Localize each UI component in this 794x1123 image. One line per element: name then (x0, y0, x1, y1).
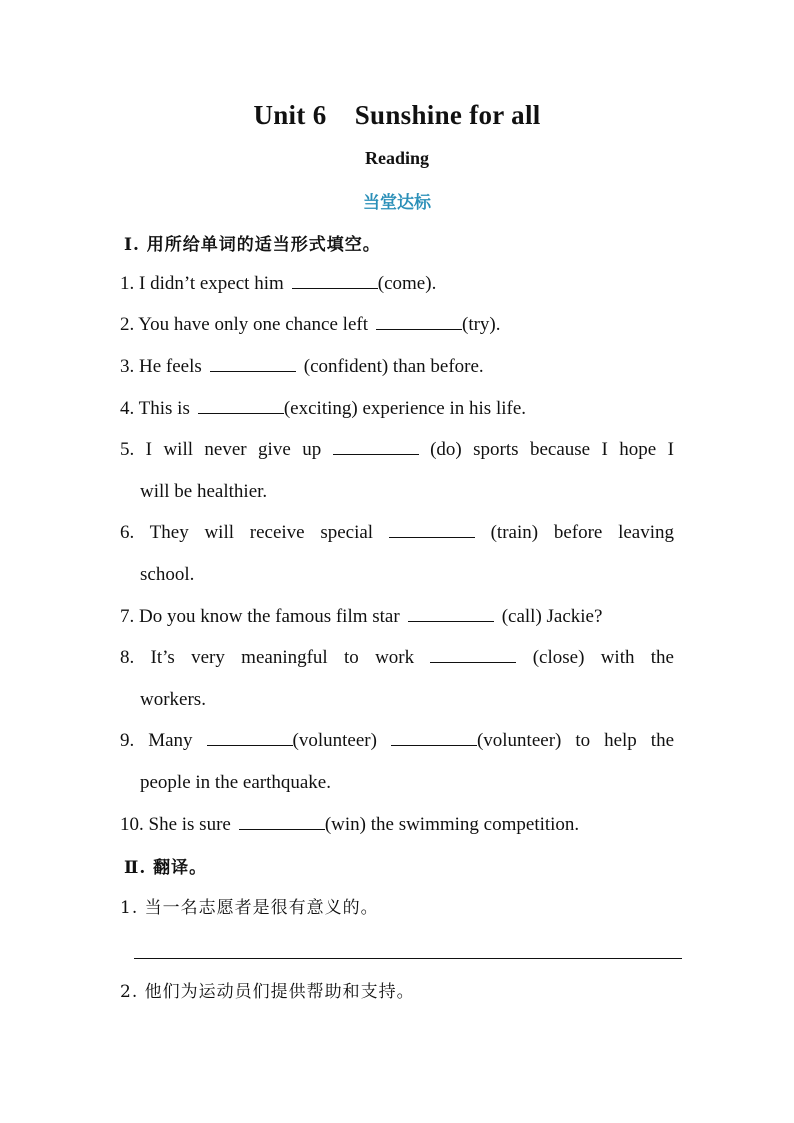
question-2: 2. You have only one chance left (try). (120, 314, 501, 335)
answer-blank[interactable] (391, 729, 477, 746)
answer-blank[interactable] (198, 397, 284, 414)
answer-blank[interactable] (430, 646, 516, 663)
answer-line[interactable] (134, 958, 682, 959)
answer-blank[interactable] (408, 605, 494, 622)
answer-blank[interactable] (292, 272, 378, 289)
answer-blank[interactable] (207, 729, 293, 746)
section-1-heading: Ⅰ. 用所给单词的适当形式填空。 (124, 235, 381, 255)
page-subtitle: Reading (364, 148, 429, 168)
answer-blank[interactable] (210, 355, 296, 372)
question-6: 6. They will receive special (train) before leaving (120, 522, 675, 543)
translation-2: 2. 他们为运动员们提供帮助和支持。 (120, 982, 415, 1002)
page-title: Unit 6 Sunshine for all (253, 100, 541, 130)
answer-blank[interactable] (389, 521, 475, 538)
question-3: 3. He feels (confident) than before. (120, 356, 484, 377)
translation-1: 1. 当一名志愿者是很有意义的。 (120, 898, 379, 918)
question-4: 4. This is (exciting) experience in his life. (120, 398, 527, 419)
answer-blank[interactable] (239, 813, 325, 830)
question-8: 8. It’s very meaningful to work (close) with the (120, 647, 674, 668)
answer-blank[interactable] (333, 438, 419, 455)
question-5-cont: will be healthier. (140, 481, 268, 502)
question-6-cont: school. (140, 564, 195, 585)
question-9: 9. Many (volunteer) (volunteer) to help the (120, 730, 674, 751)
answer-blank[interactable] (376, 313, 462, 330)
question-1: 1. I didn’t expect him (come). (120, 273, 437, 294)
question-10: 10. She is sure (win) the swimming competition. (120, 814, 580, 835)
question-7: 7. Do you know the famous film star (call) Jackie? (120, 606, 603, 627)
section-2-heading: Ⅱ. 翻译。 (124, 858, 208, 878)
section-tag: 当堂达标 (363, 193, 431, 213)
question-8-cont: workers. (140, 689, 206, 710)
question-9-cont: people in the earthquake. (140, 772, 331, 793)
question-5: 5. I will never give up (do) sports because I hope I (120, 439, 675, 460)
